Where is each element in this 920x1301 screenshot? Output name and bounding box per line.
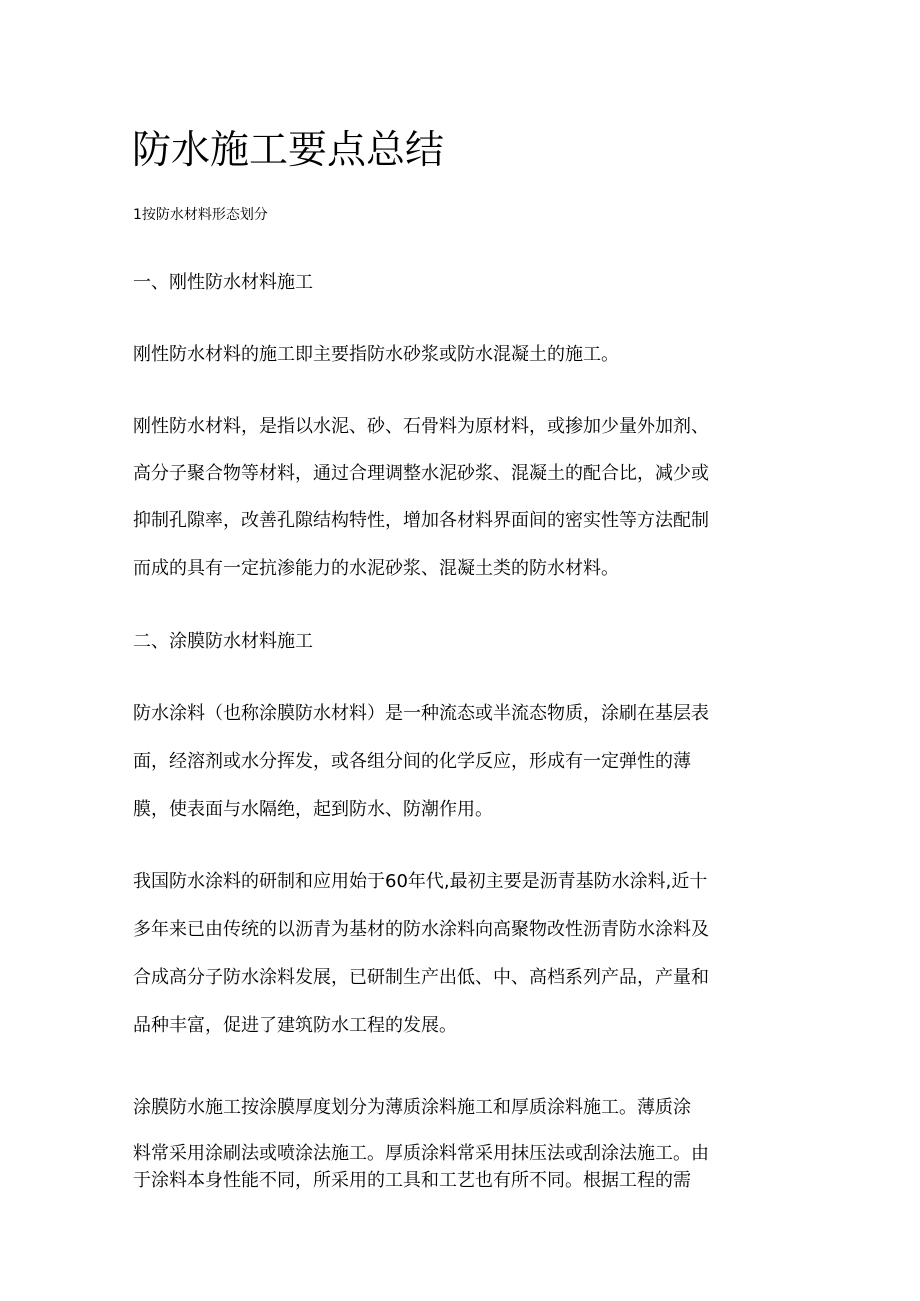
paragraph-line: 品种丰富，促进了建筑防水工程的发展。 (133, 1015, 457, 1036)
paragraph-line: 面，经溶剂或水分挥发，或各组分间的化学反应，形成有一定弹性的薄 (133, 751, 691, 772)
paragraph-line: 于涂料本身性能不同，所采用的工具和工艺也有所不同。根据工程的需 (133, 1170, 691, 1191)
paragraph-line: 高分子聚合物等材料，通过合理调整水泥砂浆、混凝土的配合比，减少或 (133, 463, 709, 484)
paragraph-line: 膜，使表面与水隔绝，起到防水、防潮作用。 (133, 799, 493, 820)
paragraph-line: 料常采用涂刷法或喷涂法施工。厚质涂料常采用抹压法或刮涂法施工。由 (133, 1143, 709, 1164)
paragraph-line: 我国防水涂料的研制和应用始于60年代,最初主要是沥青基防水涂料,近十 (133, 871, 708, 892)
paragraph-line: 涂膜防水施工按涂膜厚度划分为薄质涂料施工和厚质涂料施工。薄质涂 (133, 1097, 691, 1118)
paragraph-line: 而成的具有一定抗渗能力的水泥砂浆、混凝土类的防水材料。 (133, 558, 619, 579)
paragraph-line: 多年来已由传统的以沥青为基材的防水涂料向高聚物改性沥青防水涂料及 (133, 919, 709, 940)
paragraph-line: 刚性防水材料的施工即主要指防水砂浆或防水混凝土的施工。 (133, 344, 619, 365)
paragraph-line: 防水涂料（也称涂膜防水材料）是一种流态或半流态物质，涂刷在基层表 (133, 703, 709, 724)
document-subtitle: 1按防水材料形态划分 (133, 207, 268, 223)
document-title: 防水施工要点总结 (132, 128, 445, 173)
section-heading-coating: 二、涂膜防水材料施工 (133, 631, 313, 652)
paragraph-line: 抑制孔隙率，改善孔隙结构特性，增加各材料界面间的密实性等方法配制 (133, 510, 709, 531)
section-heading-rigid: 一、刚性防水材料施工 (133, 272, 313, 293)
paragraph-line: 合成高分子防水涂料发展，已研制生产出低、中、高档系列产品，产量和 (133, 967, 709, 988)
paragraph-line: 刚性防水材料，是指以水泥、砂、石骨料为原材料，或掺加少量外加剂、 (133, 416, 709, 437)
